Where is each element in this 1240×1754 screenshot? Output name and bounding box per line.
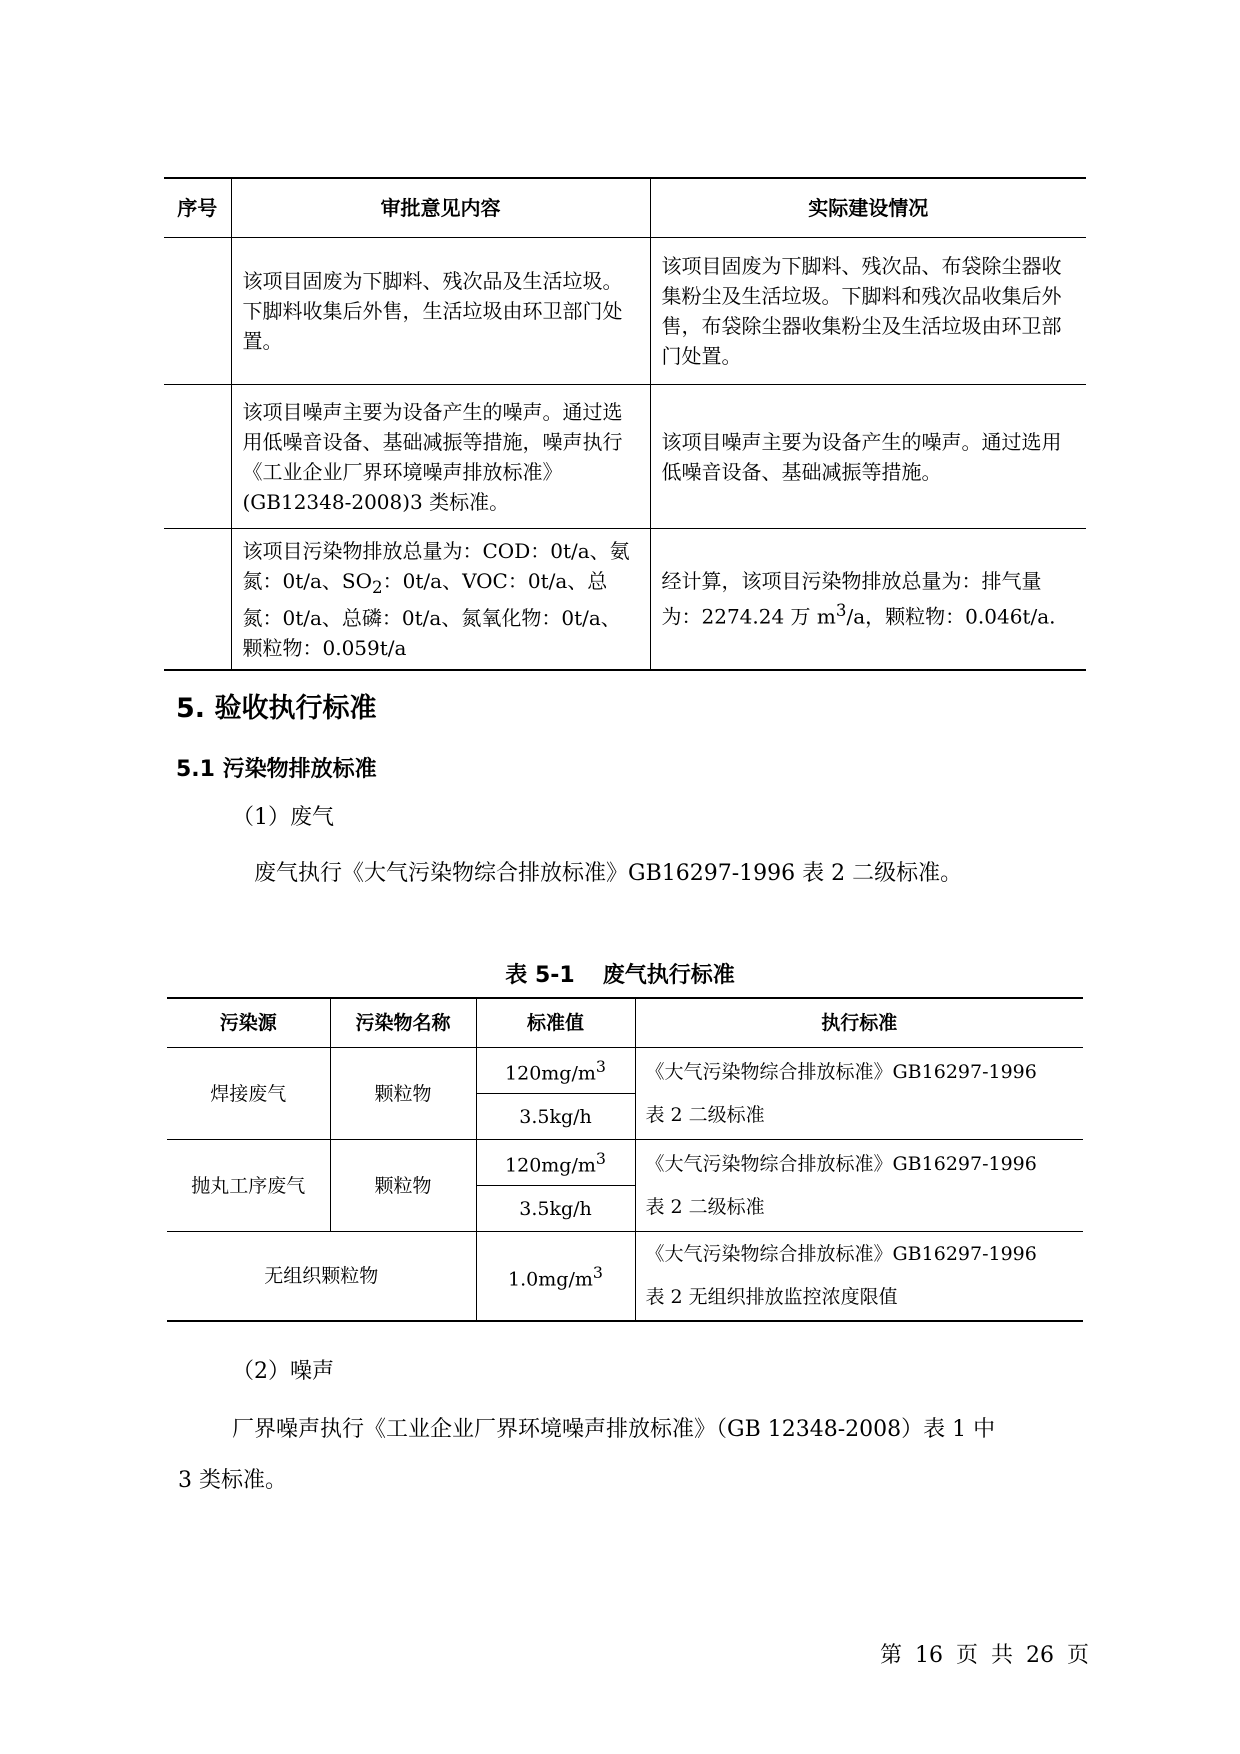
source-cell: 抛丸工序废气 <box>167 1140 330 1232</box>
header-no: 序号 <box>164 178 231 238</box>
table-caption: 表 5-1 废气执行标准 <box>505 963 735 988</box>
section-title: 5. 验收执行标准 <box>176 693 377 724</box>
pollutant-cell: 颗粒物 <box>330 1140 476 1232</box>
item-noise: （2）噪声 <box>232 1359 334 1384</box>
row-no <box>164 529 231 671</box>
item-waste-gas: （1）废气 <box>232 805 334 830</box>
header-limit: 标准值 <box>476 998 635 1048</box>
limit-conc-cell: $1.0mg/m^3$ <box>476 1232 635 1322</box>
actual-cell: 经计算，该项目污染物排放总量为：排气量为：2274.24 万 $m^3/a$，颗粒物：0.046t/a. <box>650 529 1086 671</box>
standard-cell: 《大气污染物综合排放标准》GB16297-1996 表 2 二级标准 <box>635 1048 1083 1140</box>
approval-comparison-table <box>164 177 1086 671</box>
header-pollutant: 污染物名称 <box>330 998 476 1048</box>
header-standard: 执行标准 <box>635 998 1083 1048</box>
table-row <box>164 238 1086 385</box>
row-no <box>164 385 231 529</box>
table-row <box>167 1140 1083 1186</box>
source-cell: 焊接废气 <box>167 1048 330 1140</box>
limit-rate-cell: 3.5kg/h <box>476 1186 635 1232</box>
subsection-title: 5.1 污染物排放标准 <box>176 757 377 782</box>
table-row <box>164 529 1086 671</box>
waste-gas-standard-table <box>167 997 1083 1322</box>
waste-gas-text: 废气执行《大气污染物综合排放标准》GB16297-1996 表 2 二级标准。 <box>254 861 963 886</box>
header-source: 污染源 <box>167 998 330 1048</box>
limit-rate-cell: 3.5kg/h <box>476 1094 635 1140</box>
noise-text-line2: 3 类标准。 <box>178 1468 287 1493</box>
table-header-row <box>167 998 1083 1048</box>
table-row <box>164 385 1086 529</box>
standard-cell: 《大气污染物综合排放标准》GB16297-1996 表 2 二级标准 <box>635 1140 1083 1232</box>
header-actual: 实际建设情况 <box>650 178 1086 238</box>
table-row <box>167 1232 1083 1322</box>
table-row <box>167 1048 1083 1094</box>
approval-cell: 该项目噪声主要为设备产生的噪声。通过选用低噪音设备、基础减振等措施，噪声执行《工业企业厂界环境噪声排放标准》(GB12348-2008)3 类标准。 <box>231 385 650 529</box>
actual-cell: 该项目固废为下脚料、残次品、布袋除尘器收集粉尘及生活垃圾。下脚料和残次品收集后外售，布袋除尘器收集粉尘及生活垃圾由环卫部门处置。 <box>650 238 1086 385</box>
noise-text-line1: 厂界噪声执行《工业企业厂界环境噪声排放标准》（GB 12348-2008）表 1 中 <box>232 1417 996 1442</box>
source-cell: 无组织颗粒物 <box>167 1232 476 1322</box>
row-no <box>164 238 231 385</box>
header-approval: 审批意见内容 <box>231 178 650 238</box>
actual-cell: 该项目噪声主要为设备产生的噪声。通过选用低噪音设备、基础减振等措施。 <box>650 385 1086 529</box>
standard-cell: 《大气污染物综合排放标准》GB16297-1996 表 2 无组织排放监控浓度限值 <box>635 1232 1083 1322</box>
page-number: 第 16 页 共 26 页 <box>880 1643 1089 1668</box>
limit-conc-cell: $120mg/m^3$ <box>476 1048 635 1094</box>
limit-conc-cell: $120mg/m^3$ <box>476 1140 635 1186</box>
approval-cell: 该项目污染物排放总量为：COD：0t/a、氨氮：0t/a、$SO_2$：0t/a、VOC：0t/a、总氮：0t/a、总磷：0t/a、氮氧化物：0t/a、颗粒物：0.059t/a <box>231 529 650 671</box>
pollutant-cell: 颗粒物 <box>330 1048 476 1140</box>
approval-cell: 该项目固废为下脚料、残次品及生活垃圾。下脚料收集后外售，生活垃圾由环卫部门处置。 <box>231 238 650 385</box>
table-header-row <box>164 178 1086 238</box>
